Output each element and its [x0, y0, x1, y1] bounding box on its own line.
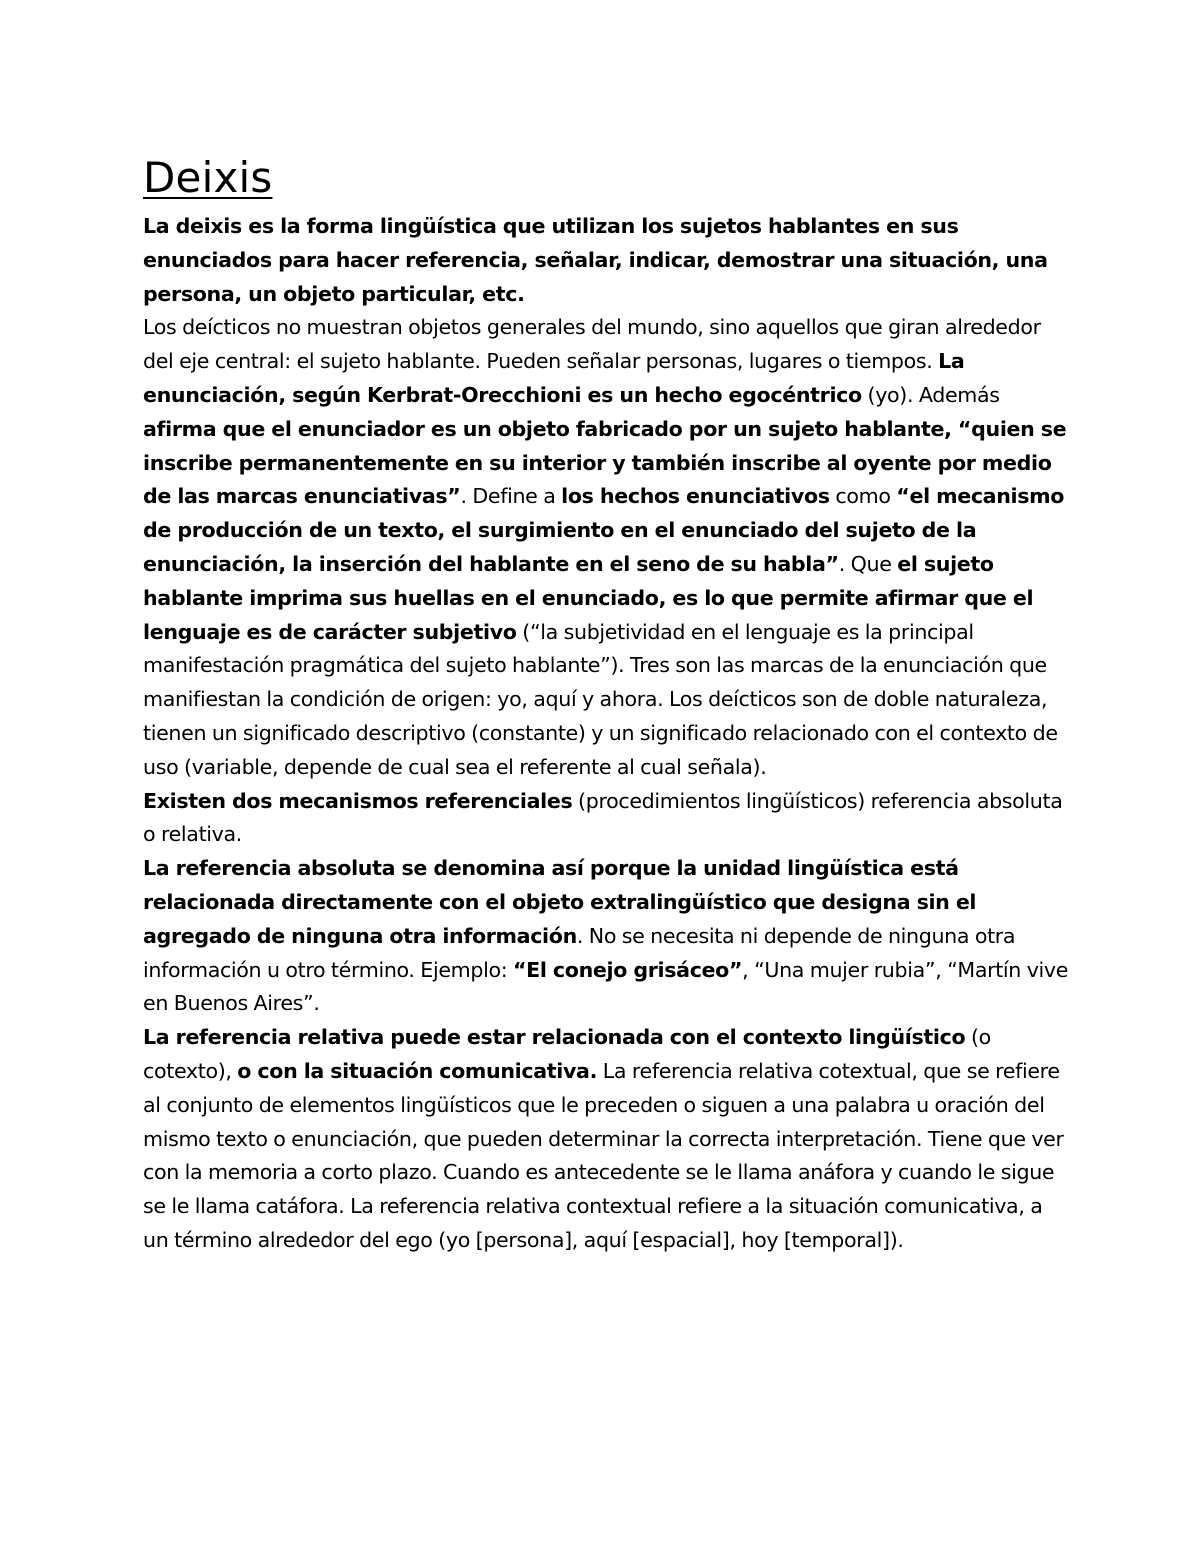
text-segment: afirma que el enunciador es un objeto fabricado por un sujeto hablante, “quien se inscribe permanentemente en su interior y también inscribe al oyente por medio de las marcas enunciativas” — [143, 416, 1067, 509]
text-segment: los hechos enunciativos — [561, 484, 830, 509]
text-segment: Los deícticos no muestran objetos generales del mundo, sino aquellos que giran alrededor del eje central: el sujeto hablante. Pueden señalar personas, lugares o tiempos. — [143, 315, 1041, 374]
paragraph-referencia-absoluta — [143, 852, 1073, 1021]
text-segment: (o cotexto), — [143, 1025, 991, 1083]
text-segment: como — [829, 484, 897, 509]
text-segment: La enunciación, según Kerbrat-Orecchioni es un hecho egocéntrico — [143, 349, 965, 407]
text-segment: (“la subjetividad en el lenguaje es la principal manifestación pragmática del sujeto hablante”). Tres son las marcas de la enunciación que manifiestan la condición de origen: yo, aquí y ahora. Los deícticos son de doble naturaleza, tienen un significado descriptivo (constante) y un significado relacionado con el contexto de uso (variable, depende de cual sea el referente al cual señala). — [143, 619, 1058, 779]
text-segment: La referencia relativa cotextual, que se refiere al conjunto de elementos lingüísticos que le preceden o siguen a una palabra u oración del mismo texto o enunciación, que pueden determinar la correcta interpretación. Tiene que ver con la memoria a corto plazo. Cuando es antecedente se le llama anáfora y cuando le sigue se le llama catáfora. La referencia relativa contextual refiere a la situación comunicativa, a un término alrededor del ego (yo [persona], aquí [espacial], hoy [temporal]). — [143, 1058, 1064, 1252]
text-segment: Existen dos mecanismos referenciales — [143, 788, 573, 813]
text-segment: La referencia absoluta se denomina así porque la unidad lingüística está relacionada directamente con el objeto extralingüístico que designa sin el agregado de ninguna otra información — [143, 856, 977, 948]
text-segment: (procedimientos lingüísticos) referencia absoluta o relativa. — [143, 788, 1063, 847]
text-segment: “el mecanismo de producción de un texto, el surgimiento en el enunciado del sujeto de la enunciación, la inserción del hablante en el seno de su habla” — [143, 484, 1065, 576]
text-segment: el sujeto hablante imprima sus huellas en el enunciado, es lo que permite afirmar que el lenguaje es de carácter subjetivo — [143, 551, 1034, 644]
text-segment: La deixis es la forma lingüística que utilizan los sujetos hablantes en sus enunciados para hacer referencia, señalar, indicar, demostrar una situación, una persona, un objeto particular, etc. — [143, 214, 1048, 306]
text-segment: . Que — [838, 551, 898, 576]
paragraph-definition — [143, 210, 1073, 311]
text-segment: . Define a — [460, 484, 562, 509]
document-page — [143, 150, 1073, 1258]
paragraph-referencia-relativa — [143, 1021, 1073, 1258]
text-segment: “El conejo grisáceo” — [513, 957, 743, 982]
text-segment: (yo). Además — [861, 382, 1000, 407]
text-segment: La referencia relativa puede estar relacionada con el contexto lingüístico — [143, 1025, 966, 1050]
text-segment: . No se necesita ni depende de ninguna otra información u otro término. Ejemplo: — [143, 923, 1016, 982]
text-segment: , “Una mujer rubia”, “Martín vive en Buenos Aires”. — [143, 957, 1069, 1016]
paragraph-mecanismos — [143, 785, 1073, 853]
text-segment: o con la situación comunicativa. — [237, 1058, 598, 1083]
paragraph-deicticos — [143, 311, 1073, 784]
document-title: Deixis — [143, 153, 273, 202]
